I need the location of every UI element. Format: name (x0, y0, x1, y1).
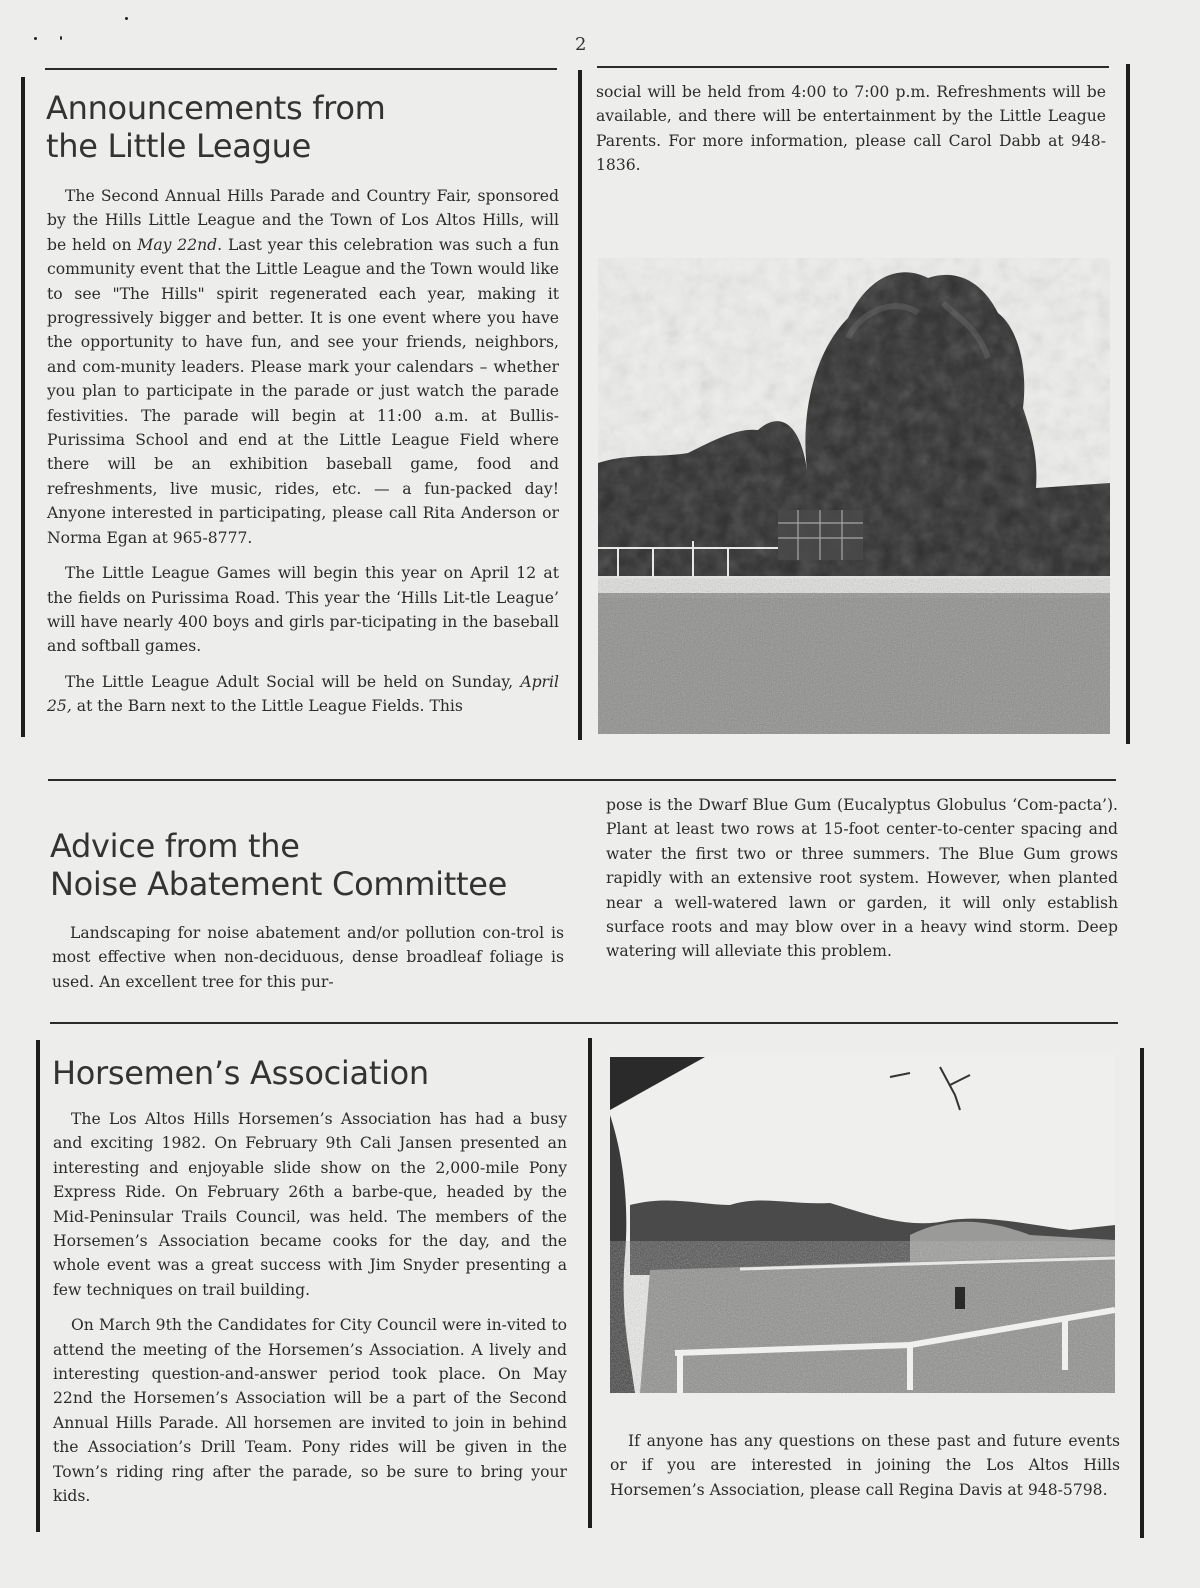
column-rule-right (1140, 1048, 1144, 1538)
scan-speck (125, 17, 128, 20)
scan-speck (60, 36, 62, 40)
little-league-headline (46, 90, 385, 166)
column-rule-left (36, 1040, 40, 1532)
paragraph: The Los Altos Hills Horsemen’s Association has had a busy and exciting 1982. On February 9th Cali Jansen presented an interesting and enjoyable slide show on the 2,000-mile Pony Express Ride. On February 26th a barbe-que, headed by the Mid-Peninsular Trails Council, was held. The members of the Horsemen’s Association became cooks for the day, and the whole event was a great success with Jim Snyder presenting a few techniques on trail building. (53, 1110, 567, 1299)
noise-committee-headline (50, 828, 507, 904)
column-rule-left (21, 77, 25, 737)
section-divider (45, 68, 557, 70)
paragraph: The Second Annual Hills Parade and Country Fair, sponsored by the Hills Little League and the Town of Los Altos Hills, will be held on May 22nd. Last year this celebration was such a fun community event that the Little League and the Town would like to see "The Hills" spirit regenerated each year, making it progressively bigger and better. It is one event where you have the opportunity to have fun, and see your friends, neighbors, and com-munity leaders. Please mark your calendars – whether you plan to participate in the parade or just watch the parade festivities. The parade will begin at 11:00 a.m. at Bullis-Purissima School and end at the Little League Field where there will be an exhibition baseball game, food and refreshments, live music, rides, etc. — a fun-packed day! Anyone interested in participating, please call Rita Anderson or Norma Egan at 965-8777. (47, 187, 559, 547)
little-league-body (47, 184, 559, 730)
headline-line: the Little League (46, 126, 311, 165)
riding-ring-photo (610, 1055, 1115, 1393)
column-rule-middle (588, 1038, 592, 1528)
headline-line: Announcements from (46, 89, 386, 127)
paragraph: Landscaping for noise abatement and/or pollution con-trol is most effective when non-deciduous, dense broadleaf foliage is used. An excellent tree for this pur- (52, 924, 564, 991)
headline-line: Advice from the (50, 827, 300, 865)
scan-speck (34, 37, 37, 40)
event-date: May 22nd (137, 235, 218, 254)
column-rule-right (1126, 64, 1130, 744)
noise-committee-body (52, 921, 564, 1005)
horsemen-body (53, 1107, 567, 1520)
paragraph: The Little League Adult Social will be held on Sunday, April 25, at the Barn next to the Little League Fields. This (47, 672, 559, 716)
little-league-body-continued (596, 80, 1106, 189)
paragraph: If anyone has any questions on these past and future events or if you are interested in joining the Los Altos Hills Horsemen’s Association, please call Regina Davis at 948-5798. (610, 1432, 1120, 1499)
baseball-field-photo (598, 258, 1110, 734)
column-rule-middle (578, 70, 582, 740)
section-divider (48, 779, 1116, 781)
paragraph: pose is the Dwarf Blue Gum (Eucalyptus Globulus ‘Com-pacta’). Plant at least two rows at 15-foot center-to-center spacing and water the first two or three summers. The Blue Gum grows rapidly with an extensive root system. However, when planted near a well-watered lawn or garden, it will only establish surface roots and may blow over in a heavy wind storm. Deep watering will alleviate this problem. (606, 796, 1118, 961)
section-divider (50, 1022, 1118, 1024)
section-divider (597, 66, 1109, 68)
headline-line: Noise Abatement Committee (50, 864, 507, 903)
noise-committee-body-continued (606, 793, 1118, 975)
social-date: April 25, (47, 672, 559, 716)
paragraph: social will be held from 4:00 to 7:00 p.m. Refreshments will be available, and there will be entertainment by the Little League Parents. For more information, please call Carol Dabb at 948-1836. (596, 83, 1106, 175)
page-number: 2 (575, 34, 587, 55)
paragraph: The Little League Games will begin this year on April 12 at the fields on Purissima Road. This year the ‘Hills Lit-tle League’ will have nearly 400 boys and girls par-ticipating in the baseball and softball games. (47, 564, 559, 656)
paragraph: On March 9th the Candidates for City Council were in-vited to attend the meeting of the Horsemen’s Association. A lively and interesting question-and-answer period took place. On May 22nd the Horsemen’s Association will be a part of the Second Annual Hills Parade. All horsemen are invited to join in behind the Association’s Drill Team. Pony rides will be given in the Town’s riding ring after the parade, so be sure to bring your kids. (53, 1316, 567, 1506)
horsemen-headline: Horsemen’s Association (52, 1054, 429, 1092)
horsemen-body-continued (610, 1429, 1120, 1513)
